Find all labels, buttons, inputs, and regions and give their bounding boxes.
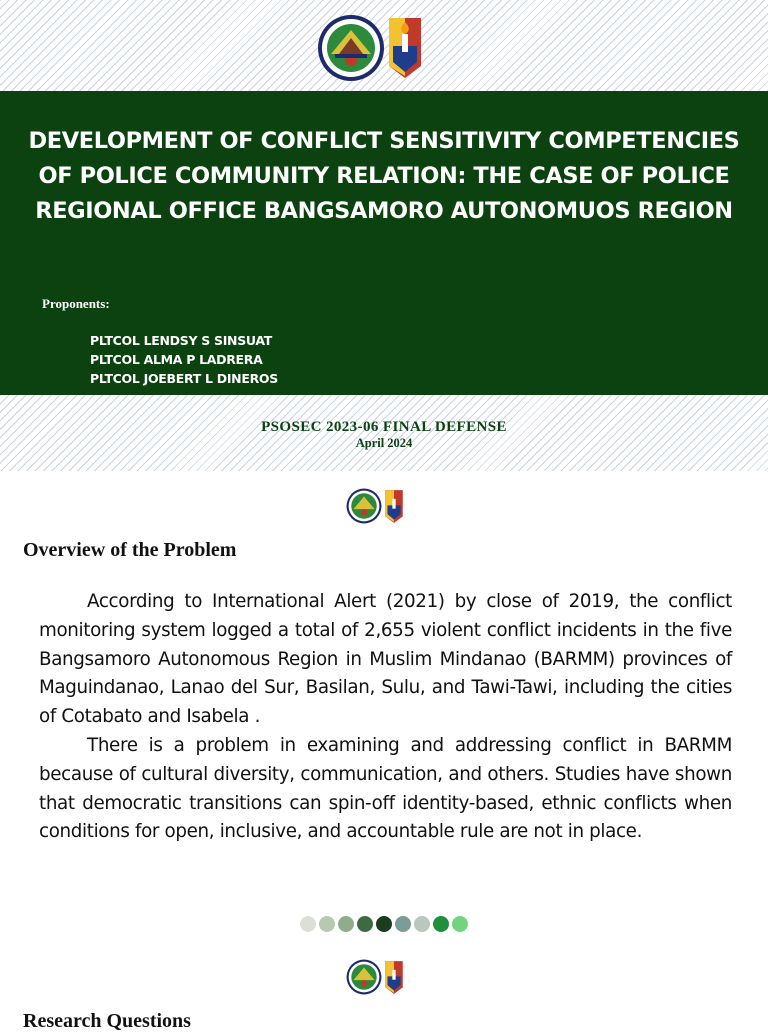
- palette-swatch: [376, 916, 392, 932]
- overview-paragraph: According to International Alert (2021) by close of 2019, the conflict monitoring system logged a total of 2,655 violent conflict incidents in the five Bangsamoro Autonomous Region in Muslim Mindanao (BARMM) provinces of Maguindanao, Lanao del Sur, Basilan, Sulu, and Tawi-Tawi, including the cities of Cotabato and Isabela .: [39, 591, 732, 728]
- proponent-item: PLTCOL JOEBERT L DINEROS: [90, 371, 278, 386]
- research-heading: Research Questions: [23, 1010, 191, 1032]
- palette-swatch: [433, 916, 449, 932]
- event-block: [0, 419, 768, 451]
- proponent-item: PLTCOL ALMA P LADRERA: [90, 352, 263, 367]
- color-palette: [300, 916, 468, 932]
- palette-swatch: [452, 916, 468, 932]
- palette-swatch: [395, 916, 411, 932]
- torch-shield-logo: [384, 960, 404, 1000]
- palette-swatch: [300, 916, 316, 932]
- ppsc-seal-logo: [317, 14, 385, 87]
- overview-paragraph: There is a problem in examining and addressing conflict in BARMM because of cultural diversity, communication, and others. Studies have shown that democratic transitions can spin-off identity-based, ethnic conflicts when conditions for open, inclusive, and accountable rule are not in place.: [39, 734, 732, 843]
- palette-swatch: [414, 916, 430, 932]
- torch-shield-logo: [384, 489, 404, 529]
- proponents-label: Proponents:: [42, 296, 110, 311]
- event-date: April 2024: [355, 436, 413, 450]
- overview-body: [39, 588, 732, 847]
- logo-group-small: [346, 959, 404, 1000]
- logo-group-small: [346, 488, 404, 529]
- torch-shield-logo: [387, 16, 423, 85]
- title-slide: [0, 0, 768, 471]
- palette-swatch: [357, 916, 373, 932]
- logo-group: [317, 14, 423, 87]
- ppsc-seal-logo: [346, 959, 382, 1000]
- event-title: PSOSEC 2023-06 FINAL DEFENSE: [261, 419, 507, 435]
- proponents-list: [90, 331, 278, 388]
- palette-swatch: [319, 916, 335, 932]
- palette-swatch: [338, 916, 354, 932]
- proponent-item: PLTCOL LENDSY S SINSUAT: [90, 333, 273, 348]
- ppsc-seal-logo: [346, 488, 382, 529]
- overview-heading: Overview of the Problem: [23, 539, 237, 561]
- presentation-title: DEVELOPMENT OF CONFLICT SENSITIVITY COMPETENCIES OF POLICE COMMUNITY RELATION: THE CASE OF POLICE REGIONAL OFFICE BANGSAMORO AUTONOMUOS REGION: [28, 128, 740, 224]
